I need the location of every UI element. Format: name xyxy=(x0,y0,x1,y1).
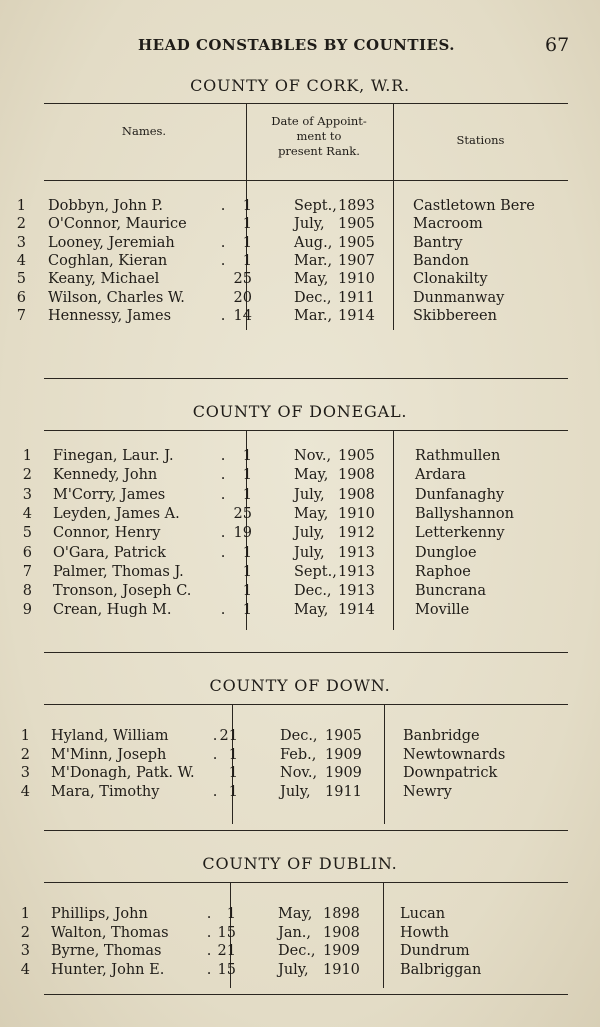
station-name: Raphoe xyxy=(415,563,471,580)
leader-dot: . xyxy=(220,252,226,269)
row-number: 3 xyxy=(22,486,32,503)
leader-dot: . xyxy=(212,783,218,800)
station-name: Rathmullen xyxy=(415,448,501,464)
row-number: 1 xyxy=(22,448,32,464)
appointment-year: 1913 xyxy=(338,583,375,600)
leader-dot: . xyxy=(206,924,212,941)
row-number: 8 xyxy=(22,583,32,600)
appointment-year: 1909 xyxy=(323,943,360,959)
row-number: 2 xyxy=(16,216,26,233)
appointment-day: 1 xyxy=(242,602,252,619)
appointment-month: July, xyxy=(294,544,325,561)
column-header-stations: Stations xyxy=(456,133,505,147)
appointment-month: July, xyxy=(294,486,325,503)
appointment-month: July, xyxy=(280,783,311,800)
row-number: 2 xyxy=(22,467,32,484)
leader-dot: . xyxy=(212,728,218,744)
appointment-year: 1914 xyxy=(338,307,375,324)
appointment-day: 1 xyxy=(228,746,238,763)
station-name: Dungloe xyxy=(415,544,477,561)
table-row xyxy=(0,198,600,216)
table-row xyxy=(0,925,600,943)
appointment-year: 1898 xyxy=(323,906,360,922)
appointment-year: 1908 xyxy=(323,924,360,941)
table-row xyxy=(0,784,600,802)
running-title: HEAD CONSTABLES BY COUNTIES. xyxy=(138,36,455,54)
appointment-day: 1 xyxy=(226,906,236,922)
leader-dot: . xyxy=(212,746,218,763)
appointment-day: 1 xyxy=(242,252,252,269)
table-row xyxy=(0,448,600,466)
appointment-year: 1909 xyxy=(325,765,362,781)
officer-name: Finegan, Laur. J. xyxy=(53,448,174,464)
appointment-year: 1893 xyxy=(338,198,375,214)
appointment-day: 25 xyxy=(233,505,252,522)
row-number: 2 xyxy=(20,746,30,763)
officer-name: Hyland, William xyxy=(51,728,169,744)
table-row xyxy=(0,943,600,961)
officer-name: Palmer, Thomas J. xyxy=(53,563,184,580)
leader-dot: . xyxy=(220,544,226,561)
row-number: 9 xyxy=(22,602,32,619)
leader-dot: . xyxy=(206,906,212,922)
section-rule xyxy=(44,704,568,705)
appointment-month: Sept., xyxy=(294,198,337,214)
station-name: Buncrana xyxy=(415,583,487,600)
appointment-day: 19 xyxy=(233,525,252,542)
appointment-day: 1 xyxy=(228,783,238,800)
officer-name: Hennessy, James xyxy=(48,307,172,324)
officer-name: Keany, Michael xyxy=(48,271,160,288)
appointment-day: 1 xyxy=(228,765,238,781)
appointment-month: Dec., xyxy=(280,728,318,744)
row-number: 4 xyxy=(20,783,30,800)
officer-name: Crean, Hugh M. xyxy=(53,602,172,619)
leader-dot: . xyxy=(220,467,226,484)
column-header-date-line2: ment to xyxy=(296,129,342,143)
officer-name: Kennedy, John xyxy=(53,467,158,484)
leader-dot: . xyxy=(220,307,226,324)
station-name: Ardara xyxy=(415,467,466,484)
appointment-month: Aug., xyxy=(294,234,333,251)
section-title-cork: COUNTY OF CORK, W.R. xyxy=(190,76,410,95)
table-row xyxy=(0,271,600,289)
appointment-month: Mar., xyxy=(294,307,333,324)
appointment-day: 1 xyxy=(242,216,252,233)
section-rule xyxy=(44,378,568,379)
row-number: 1 xyxy=(16,198,26,214)
station-name: Macroom xyxy=(413,216,483,233)
station-name: Castletown Bere xyxy=(413,198,535,214)
officer-name: Wilson, Charles W. xyxy=(48,289,185,306)
officer-name: M'Donagh, Patk. W. xyxy=(51,765,195,781)
appointment-day: 14 xyxy=(233,307,252,324)
station-name: Bantry xyxy=(413,234,463,251)
appointment-month: May, xyxy=(294,602,329,619)
row-number: 1 xyxy=(20,906,30,922)
appointment-month: Dec., xyxy=(294,289,332,306)
appointment-month: July, xyxy=(278,961,309,978)
table-row xyxy=(0,290,600,308)
section-rule xyxy=(44,430,568,431)
column-header-date-line1: Date of Appoint- xyxy=(271,114,367,128)
appointment-day: 15 xyxy=(217,961,236,978)
station-name: Dunfanaghy xyxy=(415,486,505,503)
officer-name: Hunter, John E. xyxy=(51,961,165,978)
station-name: Dundrum xyxy=(400,943,470,959)
appointment-year: 1907 xyxy=(338,252,375,269)
row-number: 3 xyxy=(16,234,26,251)
table-row xyxy=(0,467,600,485)
officer-name: Connor, Henry xyxy=(53,525,161,542)
table-row xyxy=(0,962,600,980)
appointment-month: Sept., xyxy=(294,563,337,580)
station-name: Downpatrick xyxy=(403,765,498,781)
officer-name: Walton, Thomas xyxy=(51,924,169,941)
table-row xyxy=(0,906,600,924)
row-number: 4 xyxy=(22,505,32,522)
appointment-year: 1911 xyxy=(338,289,375,306)
running-head xyxy=(0,36,600,58)
section-title-dublin: COUNTY OF DUBLIN. xyxy=(202,854,398,873)
row-number: 2 xyxy=(20,924,30,941)
row-number: 1 xyxy=(20,728,30,744)
station-name: Clonakilty xyxy=(413,271,488,288)
row-number: 3 xyxy=(20,943,30,959)
appointment-month: Nov., xyxy=(294,448,332,464)
appointment-month: July, xyxy=(294,525,325,542)
appointment-day: 1 xyxy=(242,583,252,600)
officer-name: Dobbyn, John P. xyxy=(48,198,163,214)
officer-name: M'Minn, Joseph xyxy=(51,746,167,763)
appointment-day: 1 xyxy=(242,448,252,464)
table-row xyxy=(0,728,600,746)
officer-name: M'Corry, James xyxy=(53,486,166,503)
leader-dot: . xyxy=(220,602,226,619)
appointment-year: 1905 xyxy=(338,216,375,233)
officer-name: O'Gara, Patrick xyxy=(53,544,166,561)
section-rule xyxy=(44,652,568,653)
appointment-month: May, xyxy=(294,505,329,522)
appointment-day: 20 xyxy=(233,289,252,306)
station-name: Newry xyxy=(403,783,452,800)
appointment-year: 1914 xyxy=(338,602,375,619)
appointment-year: 1911 xyxy=(325,783,362,800)
station-name: Balbriggan xyxy=(400,961,482,978)
officer-name: Mara, Timothy xyxy=(51,783,160,800)
officer-name: Phillips, John xyxy=(51,906,148,922)
officer-name: Leyden, James A. xyxy=(53,505,180,522)
appointment-month: Jan., xyxy=(278,924,312,941)
appointment-day: 1 xyxy=(242,544,252,561)
appointment-month: Dec., xyxy=(278,943,316,959)
table-row xyxy=(0,765,600,783)
table-row xyxy=(0,506,600,524)
leader-dot: . xyxy=(206,943,212,959)
table-row xyxy=(0,747,600,765)
column-divider xyxy=(246,103,247,180)
row-number: 6 xyxy=(16,289,26,306)
column-divider xyxy=(393,103,394,180)
section-title-donegal: COUNTY OF DONEGAL. xyxy=(192,402,408,421)
appointment-year: 1913 xyxy=(338,563,375,580)
appointment-day: 21 xyxy=(217,943,236,959)
appointment-year: 1910 xyxy=(338,271,375,288)
appointment-day: 25 xyxy=(233,271,252,288)
station-name: Skibbereen xyxy=(413,307,497,324)
station-name: Newtownards xyxy=(403,746,506,763)
officer-name: O'Connor, Maurice xyxy=(48,216,187,233)
appointment-month: May, xyxy=(294,271,329,288)
station-name: Howth xyxy=(400,924,449,941)
row-number: 7 xyxy=(16,307,26,324)
section-rule xyxy=(44,830,568,831)
station-name: Banbridge xyxy=(403,728,480,744)
officer-name: Looney, Jeremiah xyxy=(48,234,175,251)
section-rule xyxy=(44,882,568,883)
column-header-date-line3: present Rank. xyxy=(278,144,360,158)
appointment-year: 1905 xyxy=(338,448,375,464)
leader-dot: . xyxy=(220,486,226,503)
row-number: 4 xyxy=(20,961,30,978)
station-name: Bandon xyxy=(413,252,469,269)
appointment-month: May, xyxy=(294,467,329,484)
table-row xyxy=(0,545,600,563)
officer-name: Coghlan, Kieran xyxy=(48,252,168,269)
row-number: 5 xyxy=(22,525,32,542)
table-row xyxy=(0,235,600,253)
table-row xyxy=(0,253,600,271)
table-row xyxy=(0,602,600,620)
appointment-day: 15 xyxy=(217,924,236,941)
section-title-down: COUNTY OF DOWN. xyxy=(209,676,391,695)
row-number: 5 xyxy=(16,271,26,288)
column-header-date xyxy=(246,114,392,159)
table-top-rule xyxy=(44,103,568,104)
appointment-month: Feb., xyxy=(280,746,317,763)
station-name: Moville xyxy=(415,602,470,619)
leader-dot: . xyxy=(206,961,212,978)
appointment-day: 21 xyxy=(219,728,238,744)
table-row xyxy=(0,564,600,582)
appointment-year: 1905 xyxy=(338,234,375,251)
appointment-month: Nov., xyxy=(280,765,318,781)
appointment-year: 1910 xyxy=(323,961,360,978)
leader-dot: . xyxy=(220,234,226,251)
table-row xyxy=(0,308,600,326)
page-bottom-rule xyxy=(44,994,568,995)
appointment-day: 1 xyxy=(242,198,252,214)
header-bottom-rule xyxy=(44,180,568,181)
appointment-day: 1 xyxy=(242,467,252,484)
appointment-year: 1912 xyxy=(338,525,375,542)
appointment-year: 1908 xyxy=(338,467,375,484)
appointment-day: 1 xyxy=(242,563,252,580)
row-number: 4 xyxy=(16,252,26,269)
station-name: Dunmanway xyxy=(413,289,505,306)
leader-dot: . xyxy=(220,525,226,542)
column-header-names: Names. xyxy=(121,124,167,138)
row-number: 6 xyxy=(22,544,32,561)
officer-name: Byrne, Thomas xyxy=(51,943,162,959)
page-number: 67 xyxy=(545,34,570,56)
appointment-year: 1909 xyxy=(325,746,362,763)
table-row xyxy=(0,583,600,601)
appointment-day: 1 xyxy=(242,486,252,503)
table-row xyxy=(0,487,600,505)
officer-name: Tronson, Joseph C. xyxy=(53,583,192,600)
station-name: Ballyshannon xyxy=(415,505,514,522)
appointment-month: Dec., xyxy=(294,583,332,600)
row-number: 7 xyxy=(22,563,32,580)
station-name: Lucan xyxy=(400,906,446,922)
appointment-month: Mar., xyxy=(294,252,333,269)
appointment-day: 1 xyxy=(242,234,252,251)
appointment-month: May, xyxy=(278,906,313,922)
appointment-month: July, xyxy=(294,216,325,233)
appointment-year: 1910 xyxy=(338,505,375,522)
table-row xyxy=(0,216,600,234)
leader-dot: . xyxy=(220,448,226,464)
appointment-year: 1908 xyxy=(338,486,375,503)
station-name: Letterkenny xyxy=(415,525,505,542)
row-number: 3 xyxy=(20,765,30,781)
appointment-year: 1913 xyxy=(338,544,375,561)
leader-dot: . xyxy=(220,198,226,214)
table-row xyxy=(0,525,600,543)
appointment-year: 1905 xyxy=(325,728,362,744)
